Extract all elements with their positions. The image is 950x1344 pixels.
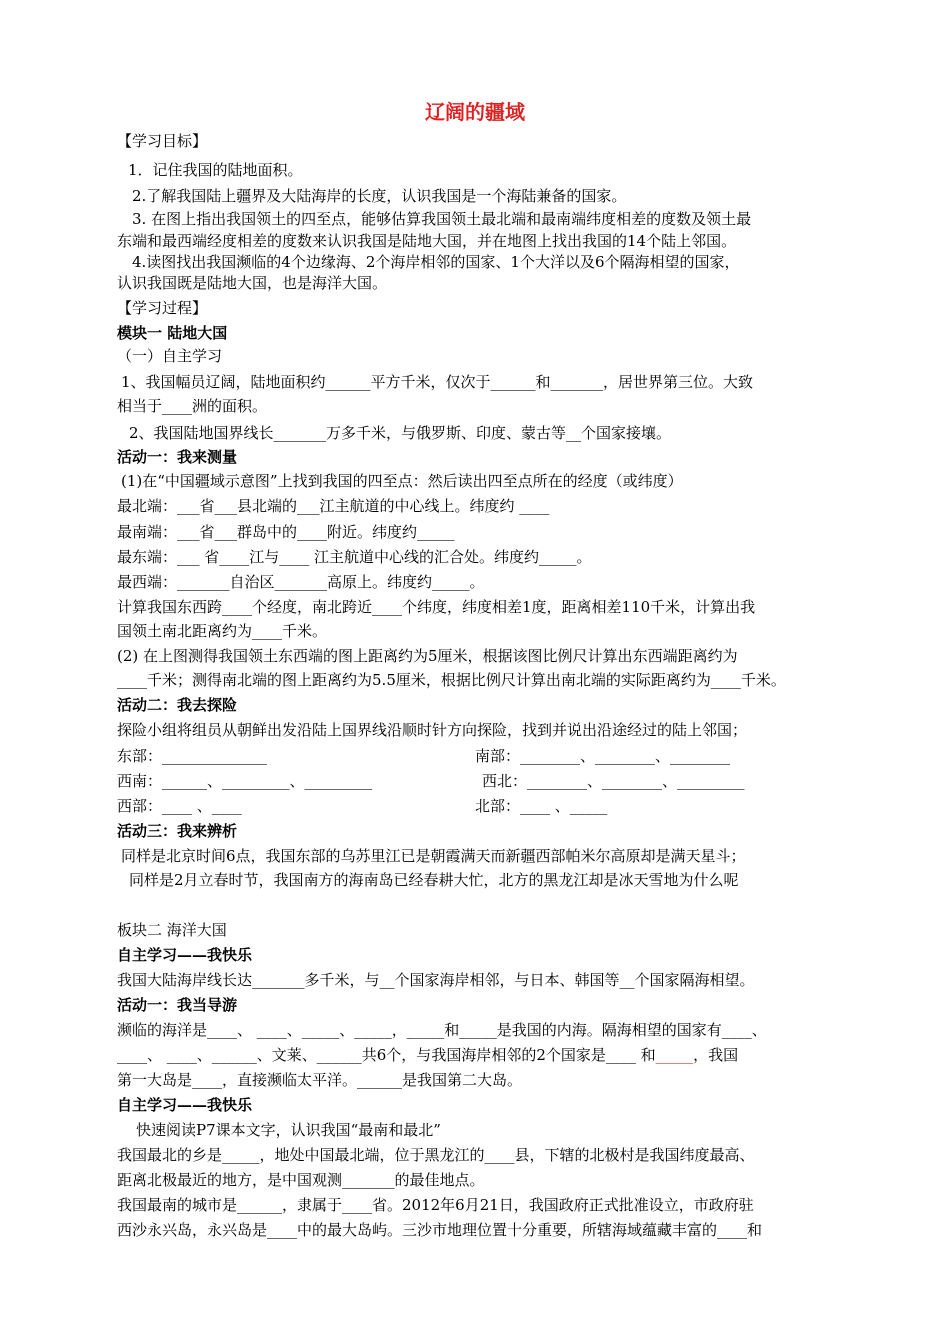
northernmost-township: 我国最北的乡是_____，地处中国最北端，位于黑龙江的____县，下辖的北极村是我国纬度最高、 — [117, 1146, 755, 1164]
question-1-cont: 相当于____洲的面积。 — [117, 397, 268, 415]
objective-3: 3. 在图上指出我国领土的四至点，能够估算我国领土最北端和最南端纬度相差的度数及领土最 — [132, 210, 752, 228]
self-study-heading-2: 自主学习——我快乐 — [117, 946, 253, 964]
module-two-heading: 板块二 海洋大国 — [117, 921, 227, 939]
seas-question-tail: ，我国 — [693, 1046, 739, 1064]
activity-three-heading: 活动三：我来辨析 — [117, 822, 238, 840]
activity-two-heading: 活动二：我去探险 — [117, 696, 238, 714]
question-1: 1、我国幅员辽阔，陆地面积约______平方千米，仅次于______和_______，居世界第三位。大致 — [121, 373, 754, 391]
coastline-question: 我国大陆海岸线长达_______多千米，与__个国家海岸相邻，与日本、韩国等__个国家隔海相望。 — [117, 971, 755, 989]
calculation-line: 计算我国东西跨____个经度，南北跨近____个纬度，纬度相差1度，距离相差110千米，计算出我 — [117, 598, 756, 616]
south-neighbors: 南部：________、________、________ — [475, 747, 731, 765]
northernmost-line: 最北端：___省___县北端的___江主航道的中心线上。纬度约 ____ — [117, 497, 550, 515]
question-2: 2、我国陆地国界线长_______万多千米，与俄罗斯、印度、蒙古等__个国家接壤。 — [129, 424, 672, 442]
objective-4-cont: 认识我国既是陆地大国，也是海洋大国。 — [117, 274, 388, 292]
analysis-line-2: 同样是2月立春时节，我国南方的海南岛已经春耕大忙，北方的黑龙江却是冰天雪地为什么呢 — [129, 871, 739, 889]
section-heading-objectives: 【学习目标】 — [117, 132, 208, 150]
easternmost-line: 最东端：___ 省____江与____ 江主航道中心线的汇合处。纬度约_____。 — [117, 548, 592, 566]
activity-one-task: (1)在“中国疆域示意图”上找到我国的四至点：然后读出四至点所在的经度（或纬度） — [121, 472, 683, 490]
activity-two-task: 探险小组将组员从朝鲜出发沿陆上国界线沿顺时针方向探险，找到并说出沿途经过的陆上邻国； — [117, 721, 748, 739]
analysis-line-1: 同样是北京时间6点，我国东部的乌苏里江已是朝霞满天而新疆西部帕米尔高原却是满天星斗； — [121, 847, 746, 865]
seas-question: 濒临的海洋是____、 ____、_____、_____，_____和_____是我国的内海。隔海相望的国家有____、 — [117, 1021, 767, 1039]
objective-1: 1．记住我国的陆地面积。 — [128, 161, 303, 179]
seas-question-cont — [117, 1045, 738, 1065]
west-neighbors: 西部：____ 、____ — [117, 797, 242, 815]
red-blank: _____ — [655, 1046, 694, 1064]
measure-question-cont: ____千米；测得南北端的图上距离约为5.5厘米，根据比例尺计算出南北端的实际距离约为____千米。 — [117, 671, 786, 689]
seas-question-text: ____、 ____、______、文莱、______共6个，与我国海岸相邻的2个国家是____ 和 — [117, 1046, 656, 1064]
southernmost-city: 我国最南的城市是______，隶属于____省。2012年6月21日，我国政府正式批准设立，市政府驻 — [117, 1196, 754, 1214]
westernmost-line: 最西端：_______自治区_______高原上。纬度约_____。 — [117, 573, 485, 591]
islands-question: 第一大岛是____，直接濒临太平洋。______是我国第二大岛。 — [117, 1071, 523, 1089]
northernmost-township-cont: 距离北极最近的地方，是中国观测_______的最佳地点。 — [117, 1171, 485, 1189]
objective-3-cont: 东端和最西端经度相差的度数来认识我国是陆地大国，并在地图上找出我国的14个陆上邻国。 — [117, 232, 737, 250]
east-neighbors: 东部：______________ — [117, 747, 268, 765]
objective-4: 4.读图找出我国濒临的4个边缘海、2个海岸相邻的国家、1个大洋以及6个隔海相望的国家， — [132, 253, 740, 271]
module-one-heading: 模块一 陆地大国 — [117, 324, 228, 342]
calculation-line-cont: 国领土南北距离约为____千米。 — [117, 622, 328, 640]
section-heading-process: 【学习过程】 — [117, 299, 208, 317]
measure-question: (2) 在上图测得我国领土东西端的图上距离约为5厘米，根据该图比例尺计算出东西端距离约为 — [117, 647, 738, 665]
objective-2: 2.了解我国陆上疆界及大陆海岸的长度，认识我国是一个海陆兼备的国家。 — [132, 187, 627, 205]
southernmost-line: 最南端：___省___群岛中的____附近。纬度约_____ — [117, 523, 455, 541]
activity-one-heading: 活动一：我来测量 — [117, 448, 238, 466]
tour-guide-heading: 活动一：我当导游 — [117, 996, 238, 1014]
self-study-heading-3: 自主学习——我快乐 — [117, 1096, 253, 1114]
north-neighbors: 北部：____ 、_____ — [475, 797, 608, 815]
southernmost-city-cont: 西沙永兴岛，永兴岛是____中的最大岛屿。三沙市地理位置十分重要，所辖海域蕴藏丰富的____和 — [117, 1221, 763, 1239]
southwest-neighbors: 西南：______、_________、_________ — [117, 772, 373, 790]
document-title: 辽阔的疆域 — [425, 100, 525, 124]
northwest-neighbors: 西北：________、________、_________ — [482, 772, 745, 790]
self-study-heading: （一）自主学习 — [117, 347, 223, 365]
reading-task: 快速阅读P7课本文字，认识我国“最南和最北” — [136, 1121, 441, 1139]
